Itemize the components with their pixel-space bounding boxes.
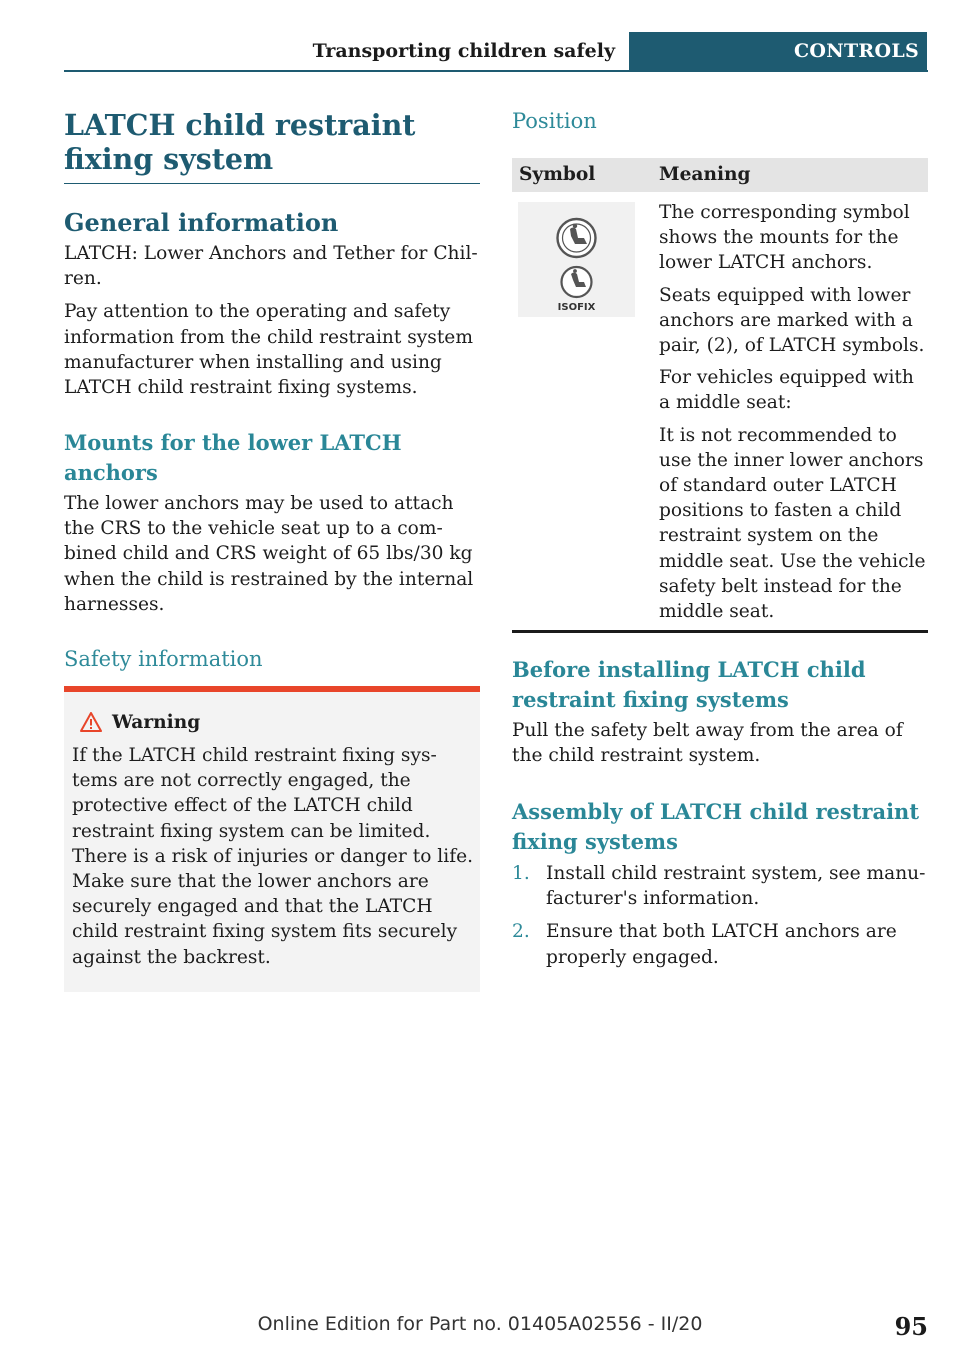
table-bottom-rule [512,630,928,633]
general-paragraph-2: Pay attention to the operating and safety information from the child restraint system manufacturer when installing and using LATCH child restraint fixing systems. [64,301,473,399]
meaning-line-1: The corresponding symbol shows the mounts for the lower LATCH anchors. [659,202,910,274]
safety-section [64,646,480,672]
mounts-paragraph: The lower anchors may be used to attach the CRS to the vehicle seat up to a combined child and CRS weight of 65 lbs/30 kg when the child is restrained by the internal harnesses. [64,493,474,615]
child-seat-icon [518,202,635,317]
general-heading: General information [64,208,339,237]
general-paragraph-1: LATCH: Lower Anchors and Tether for Chilren. [64,243,478,290]
position-section [512,108,928,134]
mounts-heading: Mounts for the lower LATCH anchors [64,430,402,485]
warning-label: Warning [112,712,201,733]
table-meaning-cell [659,200,927,631]
step-number: 1. [512,863,530,884]
step-text: Install child restraint system, see manufacturer's information. [546,863,926,910]
title-rule [64,183,480,184]
warning-body [72,743,476,970]
step-text: Ensure that both LATCH anchors are properly engaged. [546,921,897,968]
before-section [512,655,928,768]
assembly-section [512,797,928,970]
before-paragraph: Pull the safety belt away from the area of the child restraint system. [512,720,903,767]
chapter-tab: CONTROLS [629,32,927,70]
general-section [64,208,480,400]
meaning-line-3: For vehicles equipped with a middle seat: [659,367,914,414]
section-title: Transporting children safely [312,40,615,62]
table-header-symbol: Symbol [519,164,596,185]
header-rule [64,70,928,72]
warning-text: If the LATCH child restraint fixing systems are not correctly engaged, the protective effect of the LATCH child restraint fixing system can be limited. There is a risk of injuries or danger to life. Make sure that the lower anchors are securely engaged and that the LATCH child restraint fixing system fits securely against the backrest. [72,745,474,968]
table-header-meaning: Meaning [659,164,751,185]
position-heading: Position [512,109,597,133]
before-heading: Before installing LATCH child restraint fixing systems [512,657,866,712]
latch-symbol-image [518,202,635,317]
mounts-section [64,428,480,617]
page-title: LATCH child restraint fixing system [64,108,416,176]
page-number: 95 [894,1312,928,1341]
list-item [512,861,928,911]
isofix-label: ISOFIX [557,302,596,313]
meaning-line-4: It is not recommended to use the inner lower anchors of standard outer LATCH positions to fasten a child restraint system on the middle seat. Use the vehicle safety belt instead for the middle seat. [659,424,926,623]
step-number: 2. [512,921,530,943]
warning-label-row [78,710,200,736]
edition-footer: Online Edition for Part no. 01405A02556 - II/20 [257,1313,703,1335]
meaning-line-2: Seats equipped with lower anchors are marked with a pair, (2), of LATCH symbols. [659,284,925,357]
list-item [512,919,928,969]
assembly-heading: Assembly of LATCH child restraint fixing systems [512,799,920,854]
left-column [64,108,480,176]
safety-heading: Safety information [64,647,263,671]
